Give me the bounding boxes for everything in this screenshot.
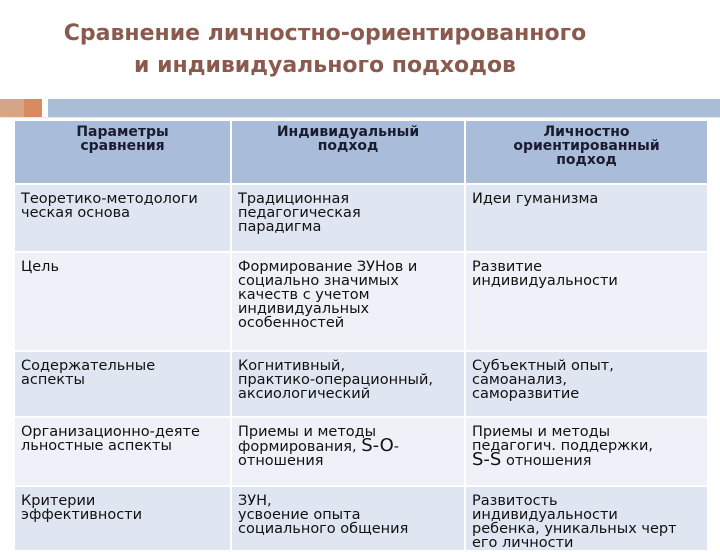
cell-text: индивидуальных (238, 301, 370, 317)
table-cell-parameter (15, 184, 231, 252)
cell-text: Приемы и методы (238, 424, 377, 440)
cell-text: Формирование ЗУНов и (238, 259, 418, 275)
cell-text: аспекты (21, 372, 85, 388)
table-cell-individual (231, 184, 465, 252)
table-cell-parameter (15, 486, 231, 551)
cell-text: качеств с учетом (238, 287, 370, 303)
cell-text-large: S-S (472, 449, 502, 470)
decorative-bar-accent (24, 99, 42, 117)
header-text: подход (317, 138, 379, 154)
decorative-bar-right (48, 99, 720, 117)
cell-text: Когнитивный, (238, 358, 346, 374)
table-cell-parameter (15, 351, 231, 417)
table-cell-individual (231, 351, 465, 417)
cell-text: социально значимых (238, 273, 399, 289)
cell-text: ЗУН, (238, 493, 272, 509)
cell-text: парадигма (238, 219, 322, 235)
header-text: ориентированный (513, 138, 660, 154)
cell-text: индивидуальности (472, 507, 618, 523)
cell-text: Критерии (21, 493, 96, 509)
header-text: Параметры (76, 124, 169, 140)
cell-text: самоанализ, (472, 372, 567, 388)
header-individual-approach (231, 121, 465, 184)
slide-title (0, 18, 720, 82)
table-cell-individual (231, 417, 465, 486)
cell-text: Развитость (472, 493, 558, 509)
table-cell-parameter (15, 417, 231, 486)
header-personal-approach (465, 121, 708, 184)
cell-text-mixed (238, 435, 460, 456)
divider (0, 117, 720, 118)
table-header-row (15, 121, 708, 184)
cell-text: отношения (238, 453, 324, 469)
table-cell-personal (465, 351, 708, 417)
cell-text: - (393, 439, 400, 455)
header-text: сравнения (80, 138, 165, 154)
table-cell-parameter (15, 252, 231, 351)
slide-title-line-1: Сравнение личностно-ориентированного (63, 21, 587, 46)
cell-text: ческая основа (21, 205, 131, 221)
cell-text: особенностей (238, 315, 345, 331)
table-cell-personal (465, 252, 708, 351)
table-row (15, 184, 708, 252)
header-text: Личностно (543, 124, 630, 140)
table-cell-individual (231, 252, 465, 351)
table-cell-personal (465, 486, 708, 551)
cell-text: формирования, (238, 439, 362, 455)
cell-text: педагогическая (238, 205, 361, 221)
cell-text: индивидуальности (472, 273, 618, 289)
cell-text: Цель (21, 259, 59, 275)
cell-text: усвоение опыта (238, 507, 361, 523)
header-text: подход (556, 152, 617, 168)
cell-text: Субъектный опыт, (472, 358, 614, 374)
table-row (15, 252, 708, 351)
cell-text: саморазвитие (472, 386, 580, 402)
cell-text: ребенка, уникальных черт (472, 521, 677, 537)
table-row (15, 417, 708, 486)
cell-text: льностные аспекты (21, 438, 172, 454)
table-cell-individual (231, 486, 465, 551)
cell-text: Содержательные (21, 358, 156, 374)
cell-text: эффективности (21, 507, 143, 523)
cell-text: аксиологический (238, 386, 371, 402)
table-row (15, 351, 708, 417)
cell-text: социального общения (238, 521, 409, 537)
table-cell-personal (465, 184, 708, 252)
slide-title-line-2: и индивидуального подходов (134, 53, 516, 78)
table-row (15, 486, 708, 551)
cell-text: Развитие (472, 259, 543, 275)
cell-text: Организационно-деяте (21, 424, 200, 440)
cell-text: Теоретико-методологи (21, 191, 198, 207)
cell-text: отношения (501, 453, 592, 469)
cell-text: Традиционная (238, 191, 350, 207)
cell-text: его личности (472, 535, 574, 551)
cell-text-large: S-O (361, 435, 394, 456)
cell-text-mixed (472, 449, 703, 470)
cell-text: педагогич. поддержки, (472, 438, 654, 454)
table-cell-personal (465, 417, 708, 486)
cell-text: Приемы и методы (472, 424, 611, 440)
header-text: Индивидуальный (276, 124, 420, 140)
cell-text: Идеи гуманизма (472, 191, 599, 207)
header-parameters (15, 121, 231, 184)
comparison-table (15, 121, 709, 552)
cell-text: практико-операционный, (238, 372, 434, 388)
